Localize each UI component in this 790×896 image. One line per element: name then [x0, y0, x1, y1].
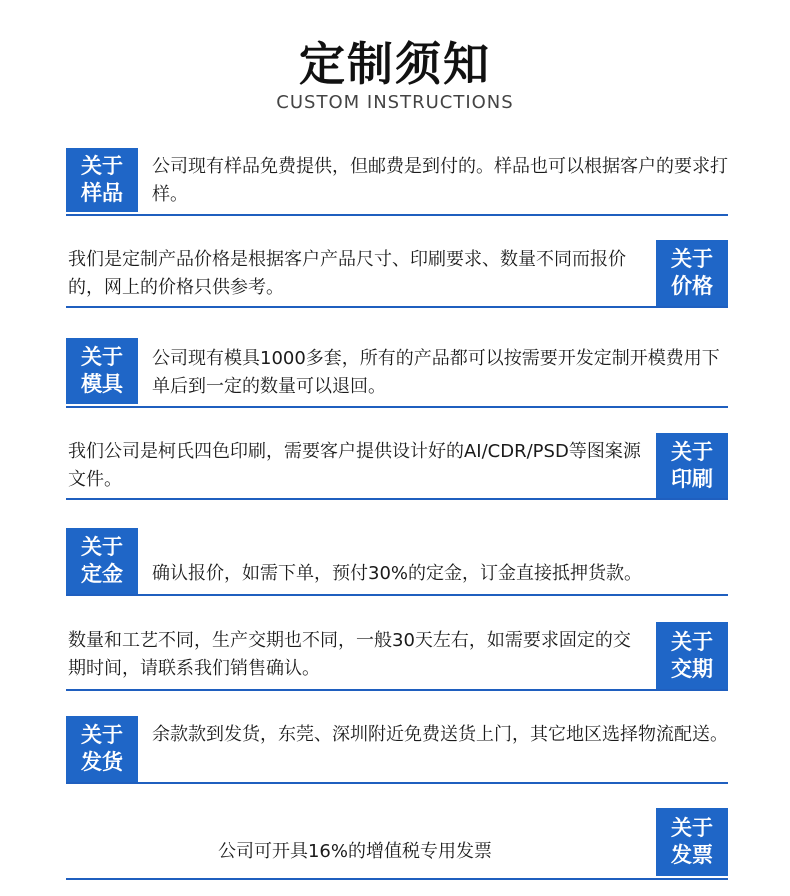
notice-samples: [66, 148, 728, 216]
badge-line2: 发货: [81, 750, 123, 774]
badge-line1: 关于: [671, 629, 713, 654]
badge-line2: 发票: [671, 843, 713, 867]
badge-samples: [66, 148, 138, 212]
page-title: 定制须知: [299, 37, 491, 91]
badge-molds: [66, 338, 138, 404]
badge-deposit: [66, 528, 138, 594]
badge-line2: 样品: [81, 181, 123, 205]
notice-text: 确认报价，如需下单，预付30%的定金，订金直接抵押货款。: [152, 563, 643, 584]
notice-text: 我们是定制产品价格是根据客户产品尺寸、印刷要求、数量不同而报价的，网上的价格只供参考。: [68, 249, 626, 298]
badge-leadtime: [656, 622, 728, 689]
notice-text: 公司现有样品免费提供，但邮费是到付的。样品也可以根据客户的要求打样。: [152, 156, 728, 205]
badge-invoice: [656, 808, 728, 876]
badge-line1: 关于: [671, 439, 713, 464]
badge-line2: 印刷: [671, 466, 713, 491]
notice-text: 余款款到发货，东莞、深圳附近免费送货上门，其它地区选择物流配送。: [152, 724, 728, 745]
badge-line1: 关于: [671, 247, 713, 271]
badge-line2: 价格: [671, 274, 713, 298]
badge-line2: 定金: [81, 562, 123, 586]
badge-line1: 关于: [81, 345, 123, 369]
badge-shipping: [66, 716, 138, 782]
notice-text: 我们公司是柯氏四色印刷，需要客户提供设计好的AI/CDR/PSD等图案源文件。: [68, 441, 641, 490]
badge-line2: 交期: [671, 656, 713, 681]
badge-printing: [656, 433, 728, 498]
notice-leadtime: [66, 622, 728, 691]
notice-shipping: [66, 716, 728, 784]
badge-line1: 关于: [81, 723, 123, 747]
badge-line1: 关于: [81, 535, 123, 559]
notice-price: [66, 240, 728, 308]
notice-molds: [66, 338, 728, 408]
notice-text: 公司现有模具1000多套，所有的产品都可以按需要开发定制开模费用下单后到一定的数量可以退回。: [152, 348, 720, 397]
notice-text: 数量和工艺不同，生产交期也不同，一般30天左右，如需要求固定的交期时间，请联系我们销售确认。: [68, 630, 631, 679]
badge-line1: 关于: [81, 154, 123, 178]
page-subtitle: CUSTOM INSTRUCTIONS: [276, 92, 514, 113]
notice-invoice: [66, 808, 728, 880]
notice-printing: [66, 433, 728, 500]
notice-text: 公司可开具16%的增值税专用发票: [217, 841, 492, 862]
badge-line2: 模具: [81, 372, 123, 396]
badge-price: [656, 240, 728, 306]
notice-deposit: [66, 528, 728, 596]
badge-line1: 关于: [671, 816, 713, 840]
